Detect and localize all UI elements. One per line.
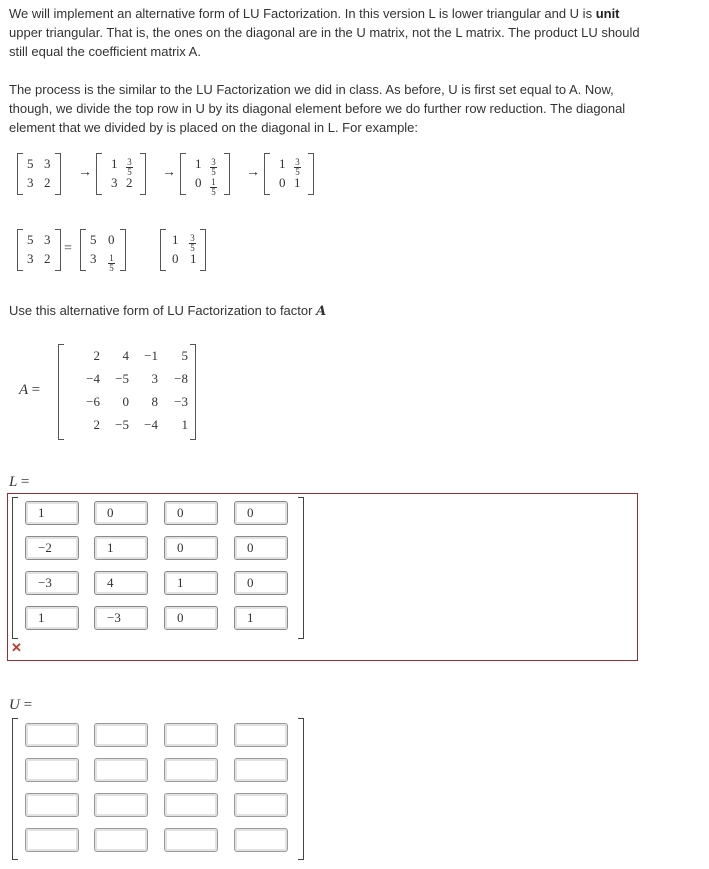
cell: 0 bbox=[172, 251, 179, 266]
L-entry-input[interactable]: 1 bbox=[25, 501, 79, 525]
matrix-A-cell: −4 bbox=[144, 417, 158, 432]
U-entry-input[interactable] bbox=[234, 793, 288, 817]
example-step-matrix-1 bbox=[17, 153, 79, 196]
L-entry-input[interactable]: 1 bbox=[94, 536, 148, 560]
fraction bbox=[294, 153, 301, 177]
cell: 0 bbox=[108, 232, 115, 247]
matrix-A-cell: −8 bbox=[174, 371, 188, 386]
U-entry-input[interactable] bbox=[25, 793, 79, 817]
U-entry-input[interactable] bbox=[164, 723, 218, 747]
cell: 1 bbox=[190, 251, 197, 266]
cell: 1 bbox=[279, 156, 286, 171]
matrix-A-cell: 5 bbox=[181, 348, 188, 363]
frac-den: 5 bbox=[211, 187, 216, 197]
frac-num: 3 bbox=[211, 157, 216, 167]
U-entry-input[interactable] bbox=[25, 758, 79, 782]
cell: 1 bbox=[294, 175, 301, 190]
arrow-icon: → bbox=[246, 163, 260, 179]
matrix-A-cell: −6 bbox=[86, 394, 100, 409]
U-entry-input[interactable] bbox=[234, 828, 288, 852]
matrix-A-cell: −5 bbox=[115, 417, 129, 432]
frac-num: 1 bbox=[109, 253, 114, 263]
U-entry-input[interactable] bbox=[25, 723, 79, 747]
label-A: A bbox=[19, 382, 28, 398]
example-step-matrix-4 bbox=[264, 153, 326, 196]
frac-den: 5 bbox=[127, 167, 132, 177]
frac-num: 3 bbox=[127, 157, 132, 167]
arrow-icon: → bbox=[78, 163, 92, 179]
cell: 5 bbox=[27, 156, 34, 171]
task-prompt bbox=[9, 301, 649, 321]
frac-num: 3 bbox=[190, 233, 195, 243]
intro-text-b: upper triangular. That is, the ones on the diagonal are in the U matrix, not the L matrix. The product LU should still equal the coefficient matrix A. bbox=[9, 25, 640, 59]
U-entry-input[interactable] bbox=[94, 793, 148, 817]
L-entry-input[interactable]: 1 bbox=[164, 571, 218, 595]
L-entry-input[interactable]: 1 bbox=[25, 606, 79, 630]
matrix-A-cell: 3 bbox=[151, 371, 158, 386]
L-entry-input[interactable]: −3 bbox=[25, 571, 79, 595]
L-entry-input[interactable]: 1 bbox=[234, 606, 288, 630]
cell: 5 bbox=[27, 232, 34, 247]
matrix-A-cell: −1 bbox=[144, 348, 158, 363]
matrix-A-cell: −4 bbox=[86, 371, 100, 386]
L-entry-input[interactable]: 0 bbox=[234, 501, 288, 525]
matrix-A-cell: 2 bbox=[93, 348, 100, 363]
U-entry-input[interactable] bbox=[25, 828, 79, 852]
error-x-icon: ✕ bbox=[11, 640, 22, 655]
example-L-matrix bbox=[80, 229, 142, 272]
equals-sign: = bbox=[64, 241, 72, 256]
L-left-bracket bbox=[12, 497, 18, 639]
L-entry-input[interactable]: 0 bbox=[234, 536, 288, 560]
U-entry-input[interactable] bbox=[234, 723, 288, 747]
fraction bbox=[126, 153, 133, 177]
cell: 2 bbox=[126, 175, 133, 190]
frac-den: 5 bbox=[295, 167, 300, 177]
label-eq: = bbox=[23, 697, 33, 713]
intro-text-a: We will implement an alternative form of LU Factorization. In this version L is lower triangular and U is bbox=[9, 6, 596, 21]
frac-den: 5 bbox=[109, 263, 114, 273]
cell: 0 bbox=[195, 175, 202, 190]
fraction bbox=[108, 249, 115, 273]
L-entry-input[interactable]: 0 bbox=[234, 571, 288, 595]
L-entry-input[interactable]: 0 bbox=[164, 606, 218, 630]
matrix-L-label bbox=[9, 474, 29, 491]
cell: 3 bbox=[111, 175, 118, 190]
L-entry-input[interactable]: 0 bbox=[164, 501, 218, 525]
cell: 5 bbox=[90, 232, 97, 247]
cell: 0 bbox=[279, 175, 286, 190]
label-L: L bbox=[9, 474, 18, 490]
L-entry-input[interactable]: −2 bbox=[25, 536, 79, 560]
L-entry-input[interactable]: −3 bbox=[94, 606, 148, 630]
frac-num: 3 bbox=[295, 157, 300, 167]
U-entry-input[interactable] bbox=[164, 828, 218, 852]
cell: 3 bbox=[27, 175, 34, 190]
cell: 3 bbox=[27, 251, 34, 266]
intro-paragraph-2: The process is the similar to the LU Factorization we did in class. As before, U is first set equal to A. Now, though, we divide the top row in U by its diagonal element before we do further row reduction. The diagonal element that we divided by is placed on the diagonal in L. For example: bbox=[9, 82, 626, 135]
example-U-matrix bbox=[160, 229, 222, 272]
matrix-A-cell: −3 bbox=[174, 394, 188, 409]
matrix-A-cell: 2 bbox=[93, 417, 100, 432]
U-left-bracket bbox=[12, 718, 18, 860]
L-right-bracket bbox=[298, 497, 304, 639]
U-entry-input[interactable] bbox=[234, 758, 288, 782]
label-eq: = bbox=[31, 382, 41, 398]
fraction bbox=[189, 229, 196, 253]
cell: 3 bbox=[44, 156, 51, 171]
matrix-A-cell: 0 bbox=[122, 394, 129, 409]
matrix-A-label bbox=[19, 382, 40, 399]
intro-paragraph-1 bbox=[9, 4, 649, 61]
matrix-A-cell: 4 bbox=[122, 348, 129, 363]
label-eq: = bbox=[20, 474, 30, 490]
example-step-matrix-3 bbox=[180, 153, 242, 196]
U-entry-input[interactable] bbox=[94, 758, 148, 782]
cell: 1 bbox=[111, 156, 118, 171]
cell: 1 bbox=[195, 156, 202, 171]
cell: 1 bbox=[172, 232, 179, 247]
cell: 2 bbox=[44, 251, 51, 266]
L-entry-input[interactable]: 0 bbox=[164, 536, 218, 560]
arrow-icon: → bbox=[162, 163, 176, 179]
matrix-U-label bbox=[9, 697, 32, 714]
matrix-A-cell: 1 bbox=[181, 417, 188, 432]
task-prompt-text: Use this alternative form of LU Factorization to factor bbox=[9, 303, 317, 318]
cell: 3 bbox=[90, 251, 97, 266]
U-entry-input[interactable] bbox=[94, 723, 148, 747]
frac-num: 1 bbox=[211, 177, 216, 187]
U-entry-input[interactable] bbox=[94, 828, 148, 852]
task-prompt-variable: A bbox=[316, 304, 327, 319]
L-entry-input[interactable]: 4 bbox=[94, 571, 148, 595]
example-step-matrix-2 bbox=[96, 153, 158, 196]
U-entry-input[interactable] bbox=[164, 758, 218, 782]
cell: 3 bbox=[44, 232, 51, 247]
matrix-A-cell: −5 bbox=[115, 371, 129, 386]
label-U: U bbox=[9, 697, 20, 713]
cell: 2 bbox=[44, 175, 51, 190]
U-right-bracket bbox=[298, 718, 304, 860]
frac-den: 5 bbox=[211, 167, 216, 177]
matrix-A-cell: 8 bbox=[151, 394, 158, 409]
matrix-A bbox=[58, 344, 203, 440]
L-entry-input[interactable]: 0 bbox=[94, 501, 148, 525]
U-entry-input[interactable] bbox=[164, 793, 218, 817]
frac-den: 5 bbox=[190, 243, 195, 253]
intro-bold-unit: unit bbox=[595, 6, 620, 21]
fraction bbox=[210, 173, 217, 197]
